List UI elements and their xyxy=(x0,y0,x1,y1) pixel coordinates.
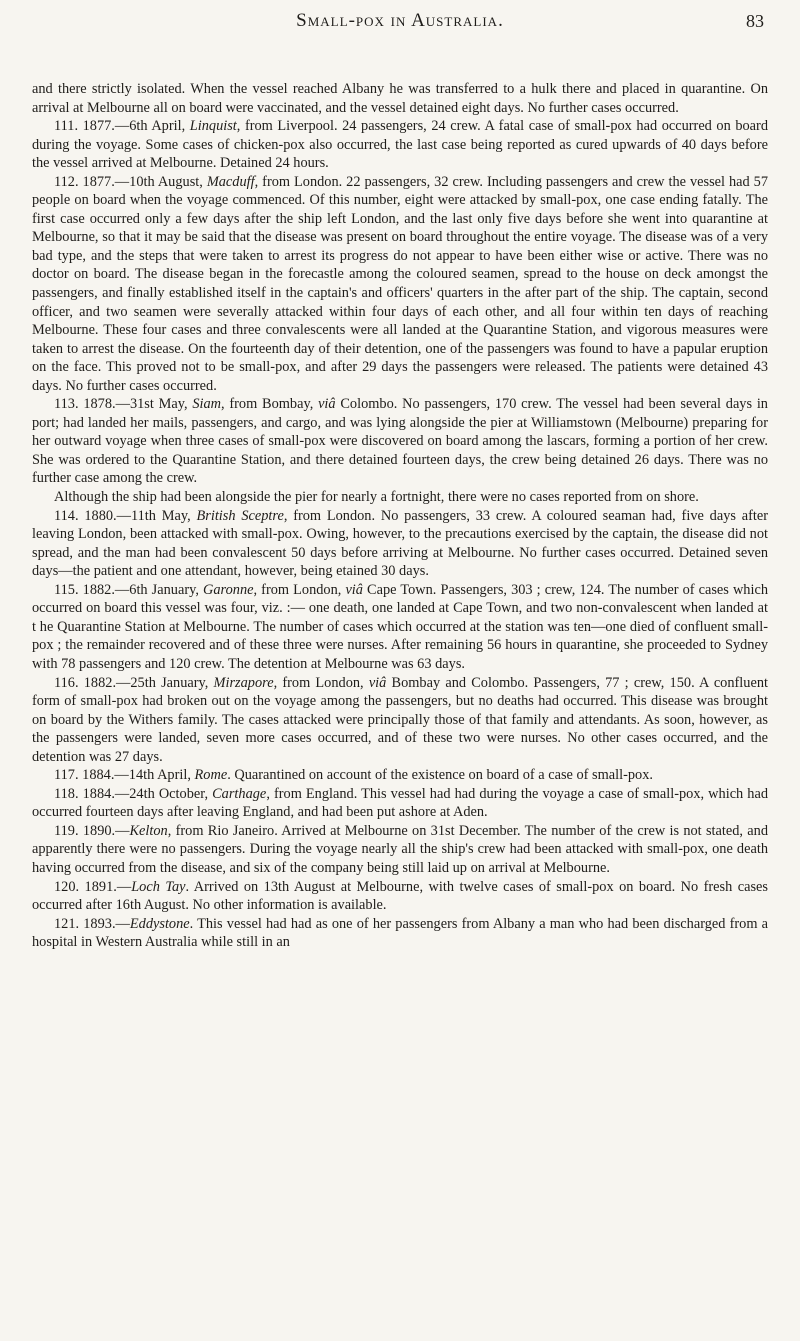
paragraph-entry-118: 118. 1884.—24th October, Carthage, from England. This vessel had had during the voyage a case of small-pox, which had occurred fourteen days after leaving England, and had been put ashore at Aden. xyxy=(32,785,769,821)
via-term: viâ xyxy=(345,581,363,598)
paragraph-entry-113-note: Although the ship had been alongside the pier for nearly a fortnight, there were no cases reported from on shore. xyxy=(54,489,699,506)
paragraph-entry-111: 111. 1877.—6th April, Linquist, from Liverpool. 24 passengers, 24 crew. A fatal case of small-pox had occurred on board during the voyage. Some cases of chicken-pox also occurred, the last case being reported as cured upwards of 40 days before the vessel arrived at Melbourne. Detained 24 hours. xyxy=(32,118,768,172)
via-term: viâ xyxy=(368,674,387,691)
ship-name: Carthage xyxy=(212,785,267,802)
ship-name: Kelton xyxy=(129,822,168,839)
running-header xyxy=(32,6,768,36)
ship-name: British Sceptre xyxy=(196,507,284,524)
paragraph-continued: and there strictly isolated. When the vessel reached Albany he was transferred to a hulk there and placed in quarantine. On arrival at Melbourne all on board were vaccinated, and the vessel detained eight days. No further cases occurred. xyxy=(32,81,768,116)
paragraph-entry-121: 121. 1893.—Eddystone. This vessel had had as one of her passengers from Albany a man who had been discharged from a hospital in Western Australia while still in an xyxy=(32,915,769,951)
paragraph-entry-119: 119. 1890.—Kelton, from Rio Janeiro. Arrived at Melbourne on 31st December. The number of the crew is not stated, and apparently there were no passengers. During the voyage nearly all the ship's crew had been attacked with small-pox, one death having occurred from the disease, and six of the company being still laid up on arrival at Melbourne. xyxy=(32,822,768,876)
paragraph-entry-120: 120. 1891.—Loch Tay. Arrived on 13th August at Melbourne, with twelve cases of small-pox on board. No fresh cases occurred after 16th August. No other information is available. xyxy=(32,878,768,914)
ship-name: Macduff xyxy=(206,173,255,190)
body-text xyxy=(32,80,768,952)
paragraph-entry-113: 113. 1878.—31st May, Siam, from Bombay, viâ Colombo. No passengers, 170 crew. The vessel had been several days in port; had landed her mails, passengers, and cargo, and was lying alongside the pier at Williamstown (Melbourne) preparing for her outward voyage when three cases of small-pox were discovered on board among the lascars, forming a portion of her crew. She was ordered to the Quarantine Station, and there detained fourteen days, the crew being detained 26 days. There was no further case among the crew. xyxy=(32,396,768,487)
ship-name: Garonne xyxy=(203,581,254,598)
ship-name: Mirzapore xyxy=(213,674,274,691)
paragraph-entry-112: 112. 1877.—10th August, Macduff, from London. 22 passengers, 32 crew. Including passengers and crew the vessel had 57 people on board when the voyage commenced. Of this number, eight were attacked by small-pox, one case ending fatally. The first case occurred only a few days after the ship left London, and the last only five days before she went into quarantine at Melbourne, so that it may be said that the disease was present on board throughout the entire voyage. The disease was of a very bad type, and the steps that were taken to arrest its progress do not appear to have been either wise or active. There was no doctor on board. The disease began in the forecastle among the coloured seamen, spread to the house on deck amongst the passengers, and finally established itself in the captain's and officers' quarters in the after part of the ship. The captain, second officer, and two seamen were severally attacked within four days of each other, and all four within ten days of reaching Melbourne. These four cases and three convalescents were all landed at the Quarantine Station, and vigorous measures were taken to arrest the disease. On the fourteenth day of their detention, one of the passengers was found to have a papular eruption on the face. This proved not to be small-pox, and after 29 days the passengers were released. The patients were detained 43 days. No further cases occurred. xyxy=(32,173,768,394)
paragraph-entry-115: 115. 1882.—6th January, Garonne, from London, viâ Cape Town. Passengers, 303 ; crew, 124. The number of cases which occurred on board this vessel was four, viz. :— one death, one landed at Cape Town, and two non-convalescent when landed at t he Quarantine Station at Melbourne. The number of cases which occurred at the station was ten—one died of confluent small-pox ; the remainder recovered and of these three were nurses. After remaining 56 hours in quarantine, she proceeded to Sydney with 78 passengers and 120 crew. The detention at Melbourne was 63 days. xyxy=(32,581,768,672)
ship-name: Rome xyxy=(194,767,228,784)
ship-name: Linquist xyxy=(189,118,237,135)
ship-name: Siam xyxy=(192,396,222,413)
page-number: 83 xyxy=(746,11,764,31)
ship-name: Eddystone xyxy=(129,915,190,932)
running-title: Small-pox in Australia. xyxy=(296,10,504,31)
ship-name: Loch Tay xyxy=(131,878,186,895)
paragraph-entry-116: 116. 1882.—25th January, Mirzapore, from London, viâ Bombay and Colombo. Passengers, 77 ; crew, 150. A confluent form of small-pox had broken out on the voyage among the passengers, but no deaths had occurred. This disease was brought on board by the Withers family. The cases attacked were principally those of that family and attendants. As soon, however, as the passengers were landed, seven more cases occurred, and of these two were nurses. No other cases occurred, and the detention was 27 days. xyxy=(32,674,768,765)
via-term: viâ xyxy=(318,396,336,413)
paragraph-entry-117: 117. 1884.—14th April, Rome. Quarantined on account of the existence on board of a case of small-pox. xyxy=(54,767,653,784)
paragraph-entry-114: 114. 1880.—11th May, British Sceptre, from London. No passengers, 33 crew. A coloured seaman had, five days after leaving London, been attacked with small-pox. Owing, however, to the precautions exercised by the captain, the disease did not spread, and the man had been convalescent 50 days before arriving at Melbourne. No further cases occurred. Detained seven days—the patient and one attendant, however, being etained 30 days. xyxy=(32,507,769,580)
